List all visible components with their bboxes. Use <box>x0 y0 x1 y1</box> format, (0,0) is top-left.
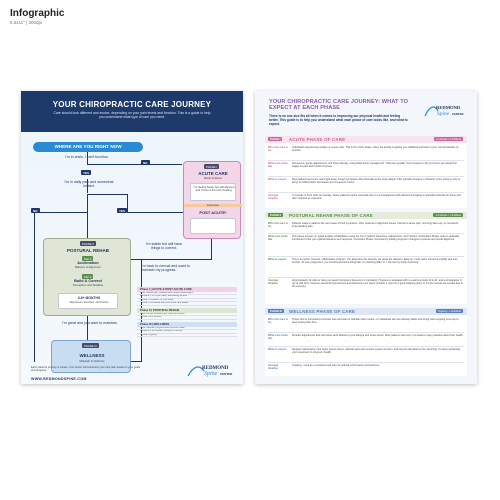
section-name: ACUTE PHASE OF CARE <box>289 137 346 142</box>
header-title: Infographic <box>10 8 65 19</box>
flow-line <box>34 212 87 213</box>
section-header <box>265 308 467 315</box>
redmond-spine-logo <box>186 363 238 379</box>
row-label: What care looks like <box>268 162 288 169</box>
left-page-title: YOUR CHIROPRACTIC CARE JOURNEY <box>52 100 212 109</box>
section-badge: 2-4 Weeks • 2-3x/Week <box>436 137 461 141</box>
phase3-name: WELLNESS <box>79 353 105 358</box>
phase1-extended: Extended <box>184 204 242 207</box>
phase2-timeframe: 3-6+ MONTHS <box>77 296 101 300</box>
left-header-band <box>21 91 243 132</box>
section-acute <box>265 136 467 208</box>
row-label: Average timeline <box>268 194 279 201</box>
legend-phase2 <box>137 308 237 320</box>
row-label: What to expect <box>268 178 287 181</box>
question-daily-pain: I'm in daily pain and somewhat limited. <box>64 180 114 189</box>
where-are-you-pill: WHERE ARE YOU RIGHT NOW <box>33 142 143 152</box>
phase3-chip: PHASE III <box>84 343 97 348</box>
phase3-subtitle: Maintain & Optimize <box>79 359 105 363</box>
part2-chip: Part 2 <box>84 274 92 279</box>
phase1-chip: PHASE I <box>206 164 218 169</box>
redmond-spine-logo <box>423 103 467 119</box>
row-text: Ongoing - used as a consistent self-care for optimal performance and wellness. <box>292 364 380 367</box>
section-header <box>265 136 467 143</box>
part1-chip: Part 1 <box>84 256 92 261</box>
phase2-box <box>43 238 131 316</box>
logo-word-2: Spine <box>204 371 218 377</box>
section-postural <box>265 212 467 304</box>
phase1-box <box>183 161 241 239</box>
right-page-title: YOUR CHIROPRACTIC CARE JOURNEY: WHAT TO EXPECT AT EACH PHASE <box>269 99 409 112</box>
left-page-intro: Care should look different and evolve, depending on your pain levels and function. This is a guide to help you understand what type of care you need. <box>53 111 211 120</box>
question-back-to-normal: I'm back to normal and want to maintain my progress. <box>141 264 190 273</box>
legend-line: Goal: correct structure and improve function <box>137 313 237 316</box>
flow-line <box>34 212 35 362</box>
section-chip: PHASE I <box>270 137 281 141</box>
row-text: Those who've completed corrective care and want to maintain their results—or individuals who are already stable and simply want ongoing tune-ups to keep feeling their best. <box>292 318 459 325</box>
phase1-desc: I'm feeling better but still affected and I have a lot more healing. <box>193 185 235 193</box>
phase2-timeframe-sub: Adjustments, Exercises, and Traction <box>69 301 109 304</box>
legend-line: Typical: 3-6+ months <box>137 316 237 319</box>
row-text: Individuals experiencing sudden or severe pain. This is the 'crisis' phase, when the priority is getting you stabilized and back to your normal baseline of function. <box>292 146 459 153</box>
phase1-desc-card <box>190 183 236 201</box>
logo-word-3: CENTER <box>220 372 233 376</box>
no-tag: NO <box>33 208 38 213</box>
row-text: Regular maintenance care helps reduce stress, maintain joint and nervous system function, and prevent old patterns from returning. It's about protecting your investment in long-term health. <box>292 348 461 355</box>
flow-line <box>87 194 127 195</box>
left-footnote: Each patient's journey is unique. Your doctor will customize your care plan based on your goals and progress. <box>31 366 141 373</box>
flow-line <box>211 239 212 259</box>
right-page <box>255 91 477 384</box>
section-header <box>265 212 467 219</box>
row-label: What care looks like <box>268 235 288 242</box>
flow-line <box>131 259 212 260</box>
legend-head: Phase III | WELLNESS <box>137 322 237 327</box>
part2-name: Build & Correct <box>74 279 102 283</box>
legend-phase1 <box>137 287 237 306</box>
question-stable: I'm stable but still have things to correct. <box>145 242 183 251</box>
row-label: What to expect <box>268 258 287 261</box>
logo-word-1: REDMOND <box>202 366 229 371</box>
legend-phase3 <box>137 322 237 337</box>
phase1-name: ACUTE CARE <box>198 171 228 176</box>
logo-word-1: REDMOND <box>436 105 461 110</box>
section-chip: PHASE II <box>270 213 282 217</box>
row-text: Periodic adjustments and soft tissue work tailored to your lifestyle and stress levels. Most patients visit every 2-4 weeks to stay proactive about their health. <box>292 334 464 337</box>
row-text: This phase focuses on spinal position rehabilitation using the 3-2-1 method: Exercises, Adjustments, and Traction. Acclimation Phase: Care is gradually introduced to find your optimal tolerance and response. Correction Phase: Consistency building long-term changes to posture and spinal alignment. <box>292 235 460 242</box>
flow-line <box>127 194 128 212</box>
flow-line <box>87 316 88 340</box>
yes-tag: YES <box>83 170 90 175</box>
row-label: Average timeline <box>268 279 279 286</box>
part1-name: Acclimation <box>77 261 99 265</box>
part2-subtitle: Strengthen and Stabilize <box>72 283 104 287</box>
section-name: WELLNESS PHASE OF CARE <box>289 309 356 314</box>
section-name: POSTURAL REHAB PHASE OF CARE <box>289 213 373 218</box>
left-page <box>21 91 243 384</box>
row-text: 2-4 weeks or 8-12 visits on average. Some patients require extended care or co-management with advanced imaging or specialist referrals for those who don't respond as expected. <box>292 194 462 201</box>
no-tag: NO <box>143 160 148 165</box>
section-chip: PHASE III <box>270 309 282 313</box>
flow-line <box>87 194 88 238</box>
row-text: Approximately 12 visits or twice per week (Consistent frequency is important). Progress is evaluated with re-exams at visits 12 & 24, and a comparative X-ray at visit 36 to measure structural improvement and determine next steps (whether 1 round is a good stopping point, or if more rounds are needed due to the severity). <box>292 279 463 289</box>
row-text: Most patients feel some relief right away, though symptoms often fluctuate as the body adapts. Pain typically changes in character (from sharp to sore or achy) as inflammation decreases and movement returns. <box>292 178 461 185</box>
section-wellness <box>265 308 467 376</box>
phase1-post-acute: POST ACUTE* <box>199 210 227 215</box>
flow-line <box>127 212 183 213</box>
logo-word-3: CENTER <box>452 112 464 116</box>
legend-line: Typical: 2-4 weeks, or 8-12 visits <box>137 299 237 302</box>
row-label: Who this care is for <box>268 146 288 153</box>
row-text: This is an active, focused, collaborative program. You determine the intensity, we guide the direction. Early on, most notice improved mobility and less tension. As care progresses, you should experience things like 'I'm standing taller' or 'I can feel my body improving'. <box>292 258 458 265</box>
legend-line: Goal: maintain progress and optimize health <box>137 327 237 330</box>
right-page-intro: There is no one size fits all when it comes to improving our physical health and feeling better. This guide is to help you understand what each phase of care looks like, and what to expect. <box>269 114 408 126</box>
website-url: WWW.REDMONDSPINE.COM <box>31 377 87 381</box>
legend-line: Typical: 6-12 weeks with post acute care added <box>137 302 237 305</box>
row-label: Average timeline <box>268 364 279 371</box>
row-label: What care looks like <box>268 334 288 341</box>
logo-word-2: Spine <box>437 111 450 117</box>
row-label: Who this care is for <box>268 318 288 325</box>
section-badge: 3-6 Months • 1-2x/Week <box>435 213 461 217</box>
yes-tag: YES <box>119 208 126 213</box>
legend-head: Phase II | POSTURAL REHAB <box>137 308 237 313</box>
question-great: I'm great and just want to maintain. <box>62 321 118 325</box>
part1-subtitle: Balance & Alignment <box>75 265 101 269</box>
section-badge: Ongoing • 1-2x/Month <box>437 309 461 313</box>
phase2-timeframe-card <box>58 293 118 309</box>
phase2-name: POSTURAL REHAB <box>67 248 109 253</box>
row-label: Who this care is for <box>268 222 288 229</box>
phase1-subtitle: Relief & Reset <box>204 176 222 180</box>
flow-line <box>87 164 182 165</box>
row-text: Patients ready to address the root cause of their symptoms, often postural or alignment issues, that led to acute pain, recurring flare-ups, or consistent long-standing pain. <box>292 222 458 229</box>
legend-line: Typical: ongoing <box>137 334 237 337</box>
flow-line <box>131 361 141 362</box>
phase1-post-card <box>190 218 236 234</box>
legend-line: Frequency: as needed, weekly to monthly <box>137 330 237 333</box>
row-text: Focused on gentle adjustments, soft tissue therapy, and guided home management. Visits are typically more frequent in the (2-3 times per week) first stages as pain and function improve. <box>292 162 457 169</box>
legend-head: Phase I | ACUTE & POST ACUTE CARE <box>137 287 237 292</box>
legend-line: Goal: relieve pain, stabilize and reduce inflammation <box>137 292 237 295</box>
header-subtitle: 8.5x11" | 300dpi <box>10 20 42 25</box>
legend-line: Frequency: 2-3x per week, decreasing as able <box>137 295 237 298</box>
phase2-chip: PHASE II <box>82 241 94 246</box>
row-label: What to expect <box>268 348 287 351</box>
question-crisis: I'm in crisis, I can't function. <box>65 155 109 159</box>
